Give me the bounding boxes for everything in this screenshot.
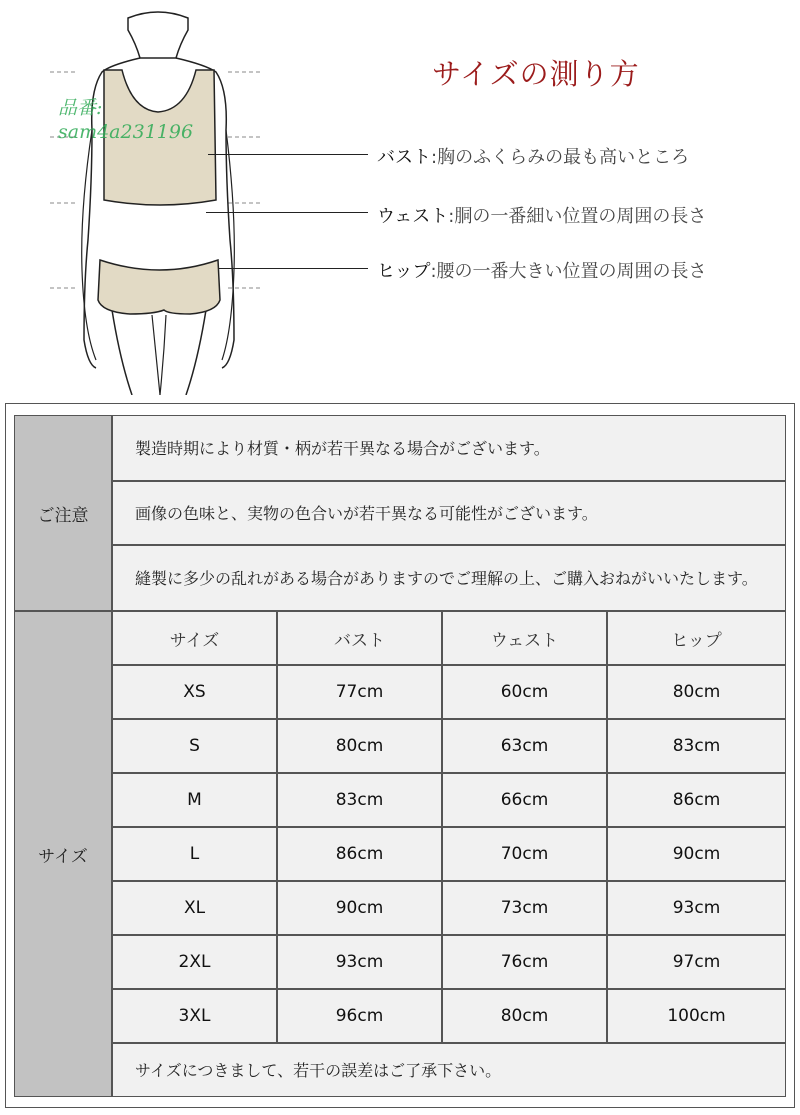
column-header-bust: バスト [277,611,442,665]
column-header-waist: ウェスト [442,611,607,665]
size-section-label: サイズ [14,611,112,1097]
cell-bust: 86cm [277,827,442,881]
note-item-1: 製造時期により材質・柄が若干異なる場合がございます。 [112,415,786,481]
waist-desc: :胴の一番細い位置の周囲の長さ [448,206,707,227]
mannequin-illustration [40,10,270,395]
cell-hip: 97cm [607,935,786,989]
hip-term: ヒップ [377,261,431,282]
bust-term: バスト [377,147,431,168]
cell-waist: 76cm [442,935,607,989]
hip-leader-line [218,268,368,269]
cell-size: XL [112,881,277,935]
cell-waist: 73cm [442,881,607,935]
waist-term: ウェスト [377,206,449,227]
cell-hip: 93cm [607,881,786,935]
bust-description [377,143,689,169]
cell-bust: 90cm [277,881,442,935]
cell-waist: 60cm [442,665,607,719]
waist-leader-line [206,212,368,213]
cell-size: 3XL [112,989,277,1043]
cell-size: 2XL [112,935,277,989]
guide-title: サイズの測り方 [432,57,640,91]
column-header-hip: ヒップ [607,611,786,665]
column-header-size: サイズ [112,611,277,665]
cell-bust: 80cm [277,719,442,773]
cell-bust: 93cm [277,935,442,989]
cell-hip: 80cm [607,665,786,719]
cell-hip: 83cm [607,719,786,773]
cell-waist: 66cm [442,773,607,827]
cell-waist: 70cm [442,827,607,881]
waist-description [377,202,706,228]
bust-desc: :胸のふくらみの最も高いところ [431,147,690,168]
watermark-line1: 品番: [58,97,103,119]
cell-size: XS [112,665,277,719]
measuring-guide [0,0,800,395]
cell-waist: 63cm [442,719,607,773]
cell-bust: 77cm [277,665,442,719]
notes-label: ご注意 [14,415,112,611]
cell-bust: 83cm [277,773,442,827]
note-item-3: 縫製に多少の乱れがある場合がありますのでご理解の上、ご購入おねがいいたします。 [112,545,786,611]
cell-waist: 80cm [442,989,607,1043]
cell-hip: 100cm [607,989,786,1043]
note-item-2: 画像の色味と、実物の色合いが若干異なる可能性がございます。 [112,481,786,545]
cell-size: L [112,827,277,881]
cell-hip: 90cm [607,827,786,881]
watermark [58,96,193,144]
cell-size: S [112,719,277,773]
watermark-line2: sam4a231196 [58,121,194,143]
cell-size: M [112,773,277,827]
hip-desc: :腰の一番大きい位置の周囲の長さ [430,261,707,282]
hip-description [377,257,707,283]
size-footnote: サイズにつきまして、若干の誤差はご了承下さい。 [112,1043,786,1097]
cell-hip: 86cm [607,773,786,827]
cell-bust: 96cm [277,989,442,1043]
bust-leader-line [208,154,368,155]
